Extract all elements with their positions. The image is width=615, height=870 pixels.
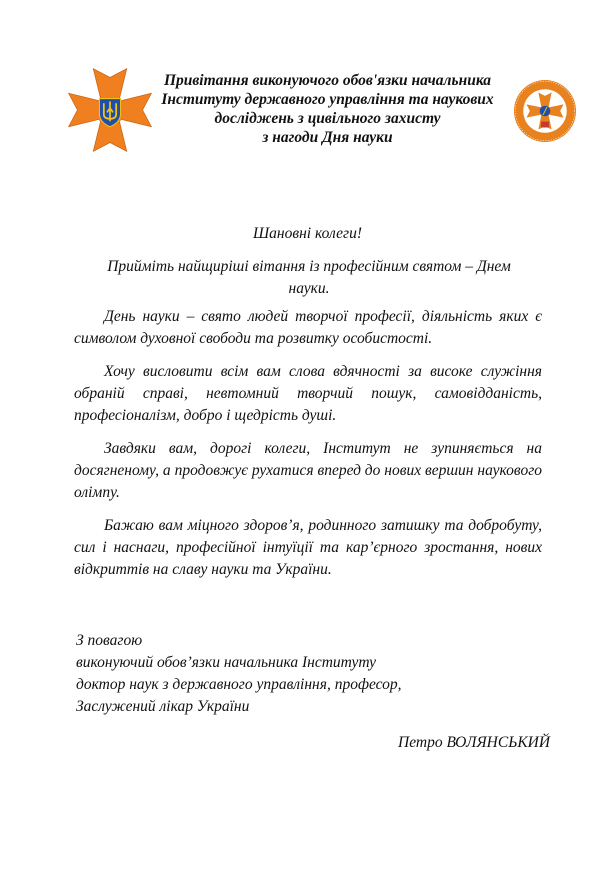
intro-text: Прийміть найщиріші вітання із професійним святом – Днем науки. [107, 258, 511, 297]
closing-line: виконуючий обов’язки начальника Інституту [76, 654, 377, 671]
closing-block [76, 630, 496, 718]
body-paragraph: День науки – свято людей творчої професії, діяльність яких є символом духовної свободи та розвитку особистості. [74, 308, 542, 347]
dsns-cross-emblem-icon [66, 66, 154, 154]
closing-line: доктор наук з державного управління, професор, [76, 676, 402, 693]
header-line: Інституту державного управління та наукових [161, 91, 494, 108]
closing-line: З повагою [76, 632, 143, 649]
greeting: Шановні колеги! [253, 225, 362, 242]
letter-body [74, 306, 542, 592]
signature-name: Петро ВОЛЯНСЬКИЙ [398, 734, 551, 751]
institute-seal-icon [512, 78, 578, 144]
body-paragraph: Завдяки вам, дорогі колеги, Інститут не зупиняється на досягненому, а продовжує рухатися вперед до нових вершин наукового олімпу. [74, 440, 542, 501]
header-line: Привітання виконуючого обов'язки начальника [163, 72, 492, 89]
body-paragraph: Хочу висловити всім вам слова вдячності за високе служіння обраній справі, невтомний творчий пошук, самовідданість, професіоналізм, добро і щедрість душі. [74, 363, 542, 424]
header-line: з нагоди Дня науки [262, 129, 393, 146]
letter-header [150, 71, 505, 147]
body-paragraph: Бажаю вам міцного здоров’я, родинного затишку та добробуту, сил і наснаги, професійної інтуїції та кар’єрного зростання, нових відкриттів на славу науки та України. [74, 517, 542, 578]
closing-line: Заслужений лікар України [76, 698, 250, 715]
header-line: досліджень з цивільного захисту [214, 110, 441, 127]
